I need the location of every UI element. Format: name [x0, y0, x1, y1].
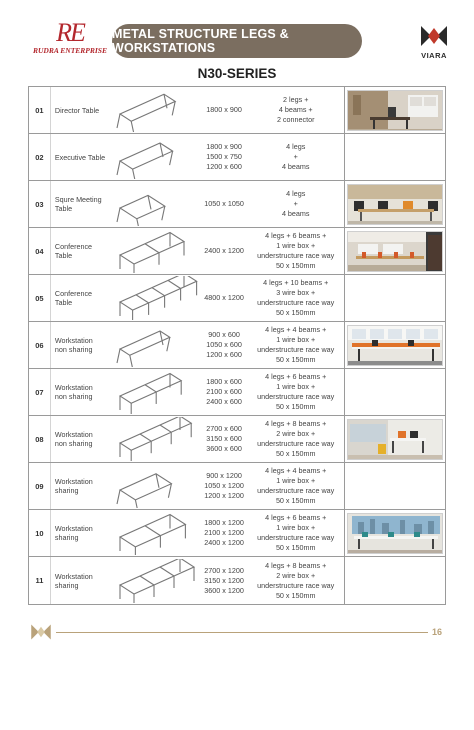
row-number: 05	[29, 275, 51, 321]
size-value: 900 x 1200	[206, 471, 242, 480]
size-value: 1800 x 900	[206, 142, 242, 151]
page-number: 16	[432, 627, 443, 637]
footer-divider	[56, 632, 428, 633]
table-row	[29, 510, 445, 557]
frame-drawing	[107, 510, 201, 556]
spec-list	[248, 275, 344, 321]
table-row	[29, 369, 445, 416]
series-title: N30-SERIES	[197, 66, 277, 81]
spec-list	[248, 510, 344, 556]
spec-line: understructure race way	[257, 533, 335, 542]
viara-mark-icon	[419, 24, 449, 48]
spec-line: 50 x 150mm	[275, 355, 316, 364]
product-photo	[347, 325, 443, 366]
size-value: 1050 x 1200	[204, 481, 244, 490]
table-row	[29, 322, 445, 369]
frame-drawing	[107, 463, 201, 509]
size-value: 2100 x 600	[206, 387, 242, 396]
spec-list	[248, 181, 344, 227]
spec-line: 50 x 150mm	[275, 590, 316, 600]
spec-line: understructure race way	[257, 251, 335, 260]
photo-cell	[344, 557, 446, 604]
size-list	[200, 275, 248, 321]
frame-drawing	[107, 181, 201, 227]
row-number: 01	[29, 87, 51, 133]
spec-line: understructure race way	[257, 345, 335, 354]
spec-line: understructure race way	[257, 439, 335, 448]
size-list	[200, 322, 248, 368]
table-row	[29, 557, 445, 604]
spec-list	[248, 322, 344, 368]
size-value: 2400 x 1200	[204, 538, 244, 547]
photo-cell	[344, 510, 446, 556]
frame-drawing	[107, 369, 201, 415]
row-number: 11	[29, 557, 51, 604]
size-list	[200, 87, 248, 133]
product-photo	[347, 419, 443, 460]
size-list	[200, 228, 248, 274]
spec-line: 2 wire box +	[276, 429, 316, 438]
frame-drawing	[107, 557, 201, 604]
product-name: Squre Meeting Table	[54, 195, 102, 213]
spec-line: understructure race way	[257, 486, 335, 495]
size-value: 3600 x 600	[206, 444, 242, 453]
spec-list	[248, 228, 344, 274]
table-row	[29, 181, 445, 228]
table-row	[29, 275, 445, 322]
frame-drawing	[107, 228, 201, 274]
spec-line: 4 beams	[281, 162, 310, 171]
spec-line: 2 connector	[276, 115, 315, 124]
footer-logo-icon	[29, 623, 53, 646]
photo-cell	[344, 369, 446, 415]
product-name: Workstation non sharing	[54, 383, 93, 401]
spec-line: 4 legs + 4 beams +	[265, 325, 327, 334]
size-value: 1800 x 600	[206, 377, 242, 386]
page-title-banner: METAL STRUCTURE LEGS & WORKSTATIONS	[112, 24, 362, 58]
frame-drawing	[107, 416, 201, 462]
size-list	[200, 510, 248, 556]
spec-list	[248, 134, 344, 180]
spec-line: 4 legs + 6 beams +	[265, 513, 327, 522]
spec-line: 1 wire box +	[276, 241, 316, 250]
spec-line: understructure race way	[257, 298, 335, 307]
row-number: 04	[29, 228, 51, 274]
product-name: Workstation sharing	[54, 477, 93, 495]
spec-list	[248, 416, 344, 462]
spec-line: +	[293, 199, 298, 208]
table-row	[29, 87, 445, 134]
size-list	[200, 369, 248, 415]
photo-cell	[344, 87, 446, 133]
viara-logo	[414, 24, 454, 60]
spec-list	[248, 557, 344, 604]
size-value: 3150 x 600	[206, 434, 242, 443]
product-table	[28, 86, 446, 605]
size-value: 4800 x 1200	[204, 293, 244, 302]
rudra-enterprise-logo	[30, 18, 110, 55]
row-number: 07	[29, 369, 51, 415]
size-value: 900 x 600	[208, 330, 240, 339]
row-number: 10	[29, 510, 51, 556]
spec-line: 50 x 150mm	[275, 543, 316, 552]
size-value: 1200 x 600	[206, 350, 242, 359]
spec-line: 50 x 150mm	[275, 496, 316, 505]
spec-line: 4 legs + 6 beams +	[265, 231, 327, 240]
size-value: 3600 x 1200	[204, 585, 244, 595]
row-number: 08	[29, 416, 51, 462]
table-row	[29, 228, 445, 275]
size-value: 2700 x 1200	[204, 565, 244, 575]
spec-line: 4 legs + 4 beams +	[265, 466, 327, 475]
brand-name: VIARA	[421, 51, 447, 60]
photo-cell	[344, 275, 446, 321]
frame-drawing	[107, 275, 201, 321]
frame-drawing	[107, 322, 201, 368]
size-value: 1800 x 900	[206, 105, 242, 114]
photo-cell	[344, 463, 446, 509]
size-value: 1200 x 1200	[204, 491, 244, 500]
header	[0, 18, 474, 66]
spec-line: 4 legs + 8 beams +	[265, 560, 327, 570]
size-value: 1800 x 1200	[204, 518, 244, 527]
product-name: Conference Table	[54, 289, 93, 307]
spec-line: 50 x 150mm	[275, 449, 316, 458]
size-value: 2100 x 1200	[204, 528, 244, 537]
product-name: Workstation non sharing	[54, 336, 93, 354]
logo-monogram: RE	[56, 18, 84, 47]
size-value: 2700 x 600	[206, 424, 242, 433]
spec-line: understructure race way	[257, 392, 335, 401]
size-list	[200, 181, 248, 227]
spec-line: 4 legs + 8 beams +	[265, 419, 327, 428]
photo-cell	[344, 181, 446, 227]
row-number: 02	[29, 134, 51, 180]
spec-line: 4 legs	[286, 142, 306, 151]
table-row	[29, 416, 445, 463]
product-name: Workstation sharing	[54, 524, 93, 542]
spec-line: 4 beams	[281, 209, 310, 218]
spec-list	[248, 463, 344, 509]
product-photo	[347, 513, 443, 554]
row-number: 09	[29, 463, 51, 509]
spec-line: 1 wire box +	[276, 523, 316, 532]
size-list	[200, 416, 248, 462]
spec-line: +	[293, 152, 298, 161]
product-name: Workstation non sharing	[54, 430, 93, 448]
spec-line: 3 wire box +	[276, 288, 316, 297]
product-photo	[347, 184, 443, 225]
size-value: 1050 x 1050	[204, 199, 244, 208]
table-row	[29, 134, 445, 181]
table-row	[29, 463, 445, 510]
spec-line: 4 beams +	[278, 105, 313, 114]
product-name: Workstation sharing	[54, 571, 93, 590]
spec-list	[248, 369, 344, 415]
spec-list	[248, 87, 344, 133]
spec-line: 1 wire box +	[276, 335, 316, 344]
frame-drawing	[107, 134, 201, 180]
logo-name: RUDRA ENTERPRISE	[33, 46, 107, 55]
photo-cell	[344, 322, 446, 368]
spec-line: 4 legs	[286, 189, 306, 198]
spec-line: 50 x 150mm	[275, 402, 316, 411]
size-list	[200, 134, 248, 180]
size-value: 1500 x 750	[206, 152, 242, 161]
size-list	[200, 557, 248, 604]
size-value: 3150 x 1200	[204, 575, 244, 585]
photo-cell	[344, 228, 446, 274]
size-list	[200, 463, 248, 509]
spec-line: 4 legs + 10 beams +	[263, 278, 329, 287]
row-number: 03	[29, 181, 51, 227]
spec-line: 50 x 150mm	[275, 261, 316, 270]
spec-line: 2 legs +	[283, 95, 309, 104]
spec-line: 4 legs + 6 beams +	[265, 372, 327, 381]
size-value: 2400 x 1200	[204, 246, 244, 255]
size-value: 2400 x 600	[206, 397, 242, 406]
spec-line: 50 x 150mm	[275, 308, 316, 317]
spec-line: 2 wire box +	[276, 570, 316, 580]
spec-line: 1 wire box +	[276, 476, 316, 485]
photo-cell	[344, 134, 446, 180]
product-photo	[347, 90, 443, 131]
photo-cell	[344, 416, 446, 462]
spec-line: 1 wire box +	[276, 382, 316, 391]
size-value: 1050 x 600	[206, 340, 242, 349]
product-name: Conference Table	[54, 242, 93, 260]
product-name: Director Table	[54, 105, 100, 115]
size-value: 1200 x 600	[206, 162, 242, 171]
product-name: Executive Table	[54, 152, 106, 162]
spec-line: understructure race way	[257, 580, 335, 590]
row-number: 06	[29, 322, 51, 368]
frame-drawing	[107, 87, 201, 133]
product-photo	[347, 231, 443, 272]
